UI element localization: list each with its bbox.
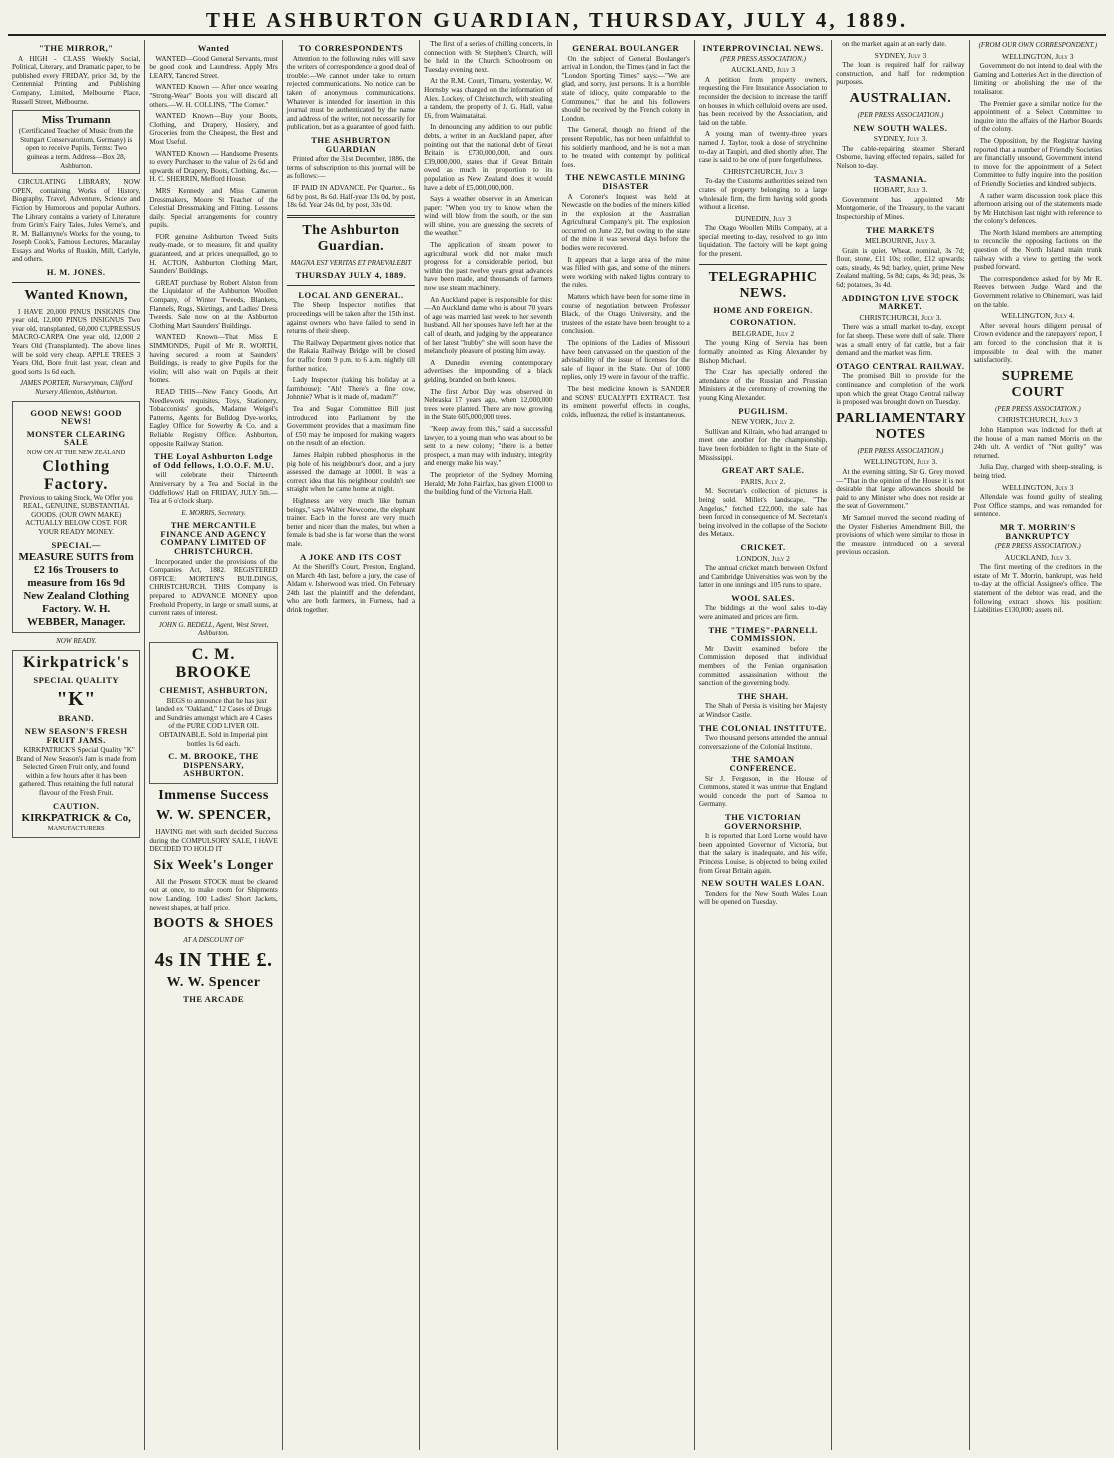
news-paragraph: The first of a series of chilling concerts, in connection with St Stephen's Church, will be held in the Church Schoolroom on Tuesday evening next. [424, 40, 553, 74]
news-paragraph: The application of steam power to agricultural work did not make much progress for a considerable period, but within the past twelve years great advances have been made, and thousands of farmers now use steam machinery. [424, 241, 553, 293]
ad-kirk-title: Kirkpatrick's [23, 653, 130, 671]
telegraphic-heading: TELEGRAPHIC NEWS. [708, 269, 818, 301]
news-paragraph: Sullivan and Kilrain, who had arranged to meet one another for the championship, have been forbidden to fight in the State of Mississippi. [698, 427, 828, 462]
news-paragraph: Matters which have been for some time in course of negotiation between Professor Black, of the Otago University, and the trustees of the estate have been brought to a conclusion. [561, 293, 690, 336]
column-2 [145, 40, 282, 1450]
press-association: (PER PRESS ASSOCIATION.) [720, 54, 806, 63]
news-paragraph: The first meeting of the creditors in the estate of Mr T. Morrin, bankrupt, was held to-day at the official Assignee's office. The statement of the debtor was read, and the following extract shows his position: Liabilities £130,000; assets nil. [973, 563, 1102, 615]
column-6 [695, 40, 832, 1450]
wanted-item: FOR genuine Ashburton Tweed Suits ready-made, or to measure, fit and quality guaranteed, and at prices unequalled, go to H. ACTON, Ashburton Clothing Mart, Saunders' Buildings. [149, 232, 278, 276]
ad-clothing-sub: MONSTER CLEARING SALE [26, 428, 126, 448]
news-paragraph: A Dunedin evening contemporary advertises the impounding of a black gelding, branded on both knees. [424, 358, 553, 384]
news-paragraph: After several hours diligent perusal of Crown evidence and the ratepayers' report, I am forced to the conclusion that it is impossible to deal with the matter satisfactorily. [973, 321, 1102, 365]
news-paragraph: A rather warm discussion took place this afternoon arising out of the statements made by Mr Hutchison last night with reference to the colony's defences. [973, 191, 1102, 226]
news-paragraph: on the market again at an early date. [842, 40, 947, 48]
columns [8, 40, 1106, 1450]
news-paragraph: Highness are very much like human beings," says Walter Newcome, the elephant trainer. Each in the forest are very much better and nicer than the males, but when a female is bad she is far worse than the worst male. [286, 496, 416, 548]
news-paragraph: A Coroner's Inquest was held at Newcastle on the bodies of the miners killed in the explosion at the Australian Agricultural Company's pit. The explosion occurred on June 22, but owing to the state of the mine it was several days before the bodies were recovered. [561, 192, 690, 253]
news-paragraph: Julia Day, charged with sheep-stealing, is being tried. [973, 463, 1102, 480]
news-paragraph: The young King of Servia has been formally anointed as King Alexander by Bishop Michael. [698, 339, 828, 365]
ad-clothing-big: Clothing Factory. [42, 457, 110, 493]
dateline: WELLINGTON, July 3. [863, 457, 938, 467]
wanted-item: WANTED Known—That Miss E SIMMONDS, Pupil of Mr R. WORTH, having secured a room at Saunders' Buildings, is ready to give Pupils for the violin; will also wait on Pupils at their homes. [149, 333, 278, 385]
ad-kirk-sub: SPECIAL QUALITY [33, 674, 120, 685]
wanted-item: READ THIS—New Fancy Goods, Art Needlework requisites, Toys, Stationery, Tobacconists' goods, Madame Weigel's Patterns, Agents for Bulldog Dye-works, Eagley Office for Sowerby & Co. and a Reliable Registry Office. Ashburton, opposite Railway Station. [149, 387, 278, 448]
ad-trumann-title: Miss Trumann [41, 114, 111, 127]
ad-clothing-mid: NOW ON AT THE NEW ZEALAND [27, 448, 126, 456]
divider [699, 264, 827, 265]
ad-kirk-caution: CAUTION. [53, 800, 100, 811]
news-paragraph: Mr Davitt examined before the Commission deposed that individual members of the Fenian organisation committed assassination without the sanction of the governing body. [698, 644, 828, 688]
issue-date: THURSDAY JULY 4, 1889. [295, 270, 407, 281]
news-paragraph: Mr Samuel moved the second reading of the Oyster Fisheries Amendment Bill, the provisions of which were similar to those in the measure introduced on a several previous occasion. [836, 513, 965, 557]
news-paragraph: Government has appointed Mr Montgomerie, of the Treasury, to the vacant Inspectorship of Mines. [836, 195, 965, 221]
tasmania-heading: TASMANIA. [874, 173, 927, 184]
news-paragraph: The General, though no friend of the present Republic, has not been unfaithful to his soldierly manhood, and he is not a man to be treated with contempt by political foes. [561, 126, 690, 169]
guardian-terms-body: Printed after the 31st December, 1886, the terms of subscription to this journal will be as follows:— [286, 155, 416, 181]
news-paragraph: The Sheep Inspector notifies that proceedings will be taken after the 15th inst. against owners who have failed to send in returns of their sheep. [286, 301, 416, 336]
news-paragraph: Tea and Sugar Committee Bill just introduced into Parliament by the Government provides that a maximum fine of £50 may be imposed for making wagers on the result of an election. [286, 405, 416, 448]
ad-library-body: CIRCULATING LIBRARY, NOW OPEN, containing Works of History, Biography, Travel, Adventure, Science and Fiction by Humorous and popular Authors. The Library contains a variety of Literature from Grim's Fairy Tales, Jules Verne's, and R. M. Ballantyne's Works for the young, to Joseph Cook's, Famous Lectures, Macaulay Essays and Works of Ruskin, Mill, Carlyle, and others. [12, 178, 141, 264]
press-association: (PER PRESS ASSOCIATION.) [857, 446, 944, 455]
wanted-item: WANTED Known—Buy your Boots, Clothing, and Drapery, Hosiery, and Groceries from the Cheapest, the Best and Most Useful. [149, 112, 278, 146]
art-sale-heading: GREAT ART SALE. [721, 465, 805, 476]
ad-clothing-headline: GOOD NEWS! GOOD NEWS! [30, 407, 122, 427]
brooke-name: C. M. BROOKE [175, 646, 252, 681]
parnell-heading: THE "TIMES"-PARNELL COMMISSION. [708, 624, 818, 644]
dateline: CHRISTCHURCH, July 3. [859, 312, 942, 322]
dateline: PARIS, July 2. [740, 476, 786, 486]
news-paragraph: The loan is required half for railway construction, and half for redemption purposes. [836, 61, 965, 87]
news-paragraph: Says a weather observer in an American paper: "When you try to know when the wind will blow from the south, or the sun will shine, you are guessing the secrets of the weather." [424, 195, 553, 238]
nsw-heading: NEW SOUTH WALES. [853, 122, 948, 133]
divider [287, 215, 415, 218]
news-paragraph: Sir J. Ferguson, in the House of Commons, stated it was untrue that England would concede the port of Samoa to Germany. [698, 774, 828, 809]
news-paragraph: There was a small market to-day, except for fat sheep. These were dull of sale. There was a small entry of fat cattle, but a fair demand and the market was firm. [836, 323, 965, 358]
ad-clothing-suits: MEASURE SUITS from £2 16s Trousers to measure from 16s 9d [18, 551, 134, 590]
arcade: THE ARCADE [183, 993, 245, 1004]
news-paragraph: On the subject of General Boulanger's arrival in London, the Times (and in fact the "London Sporting Times" says:—"We are glad, and sorry, just persons. It is a horrible state of idiocy, quite comparable to the Communes," that he and his followers should be received by the French colony in London. [561, 54, 690, 123]
joke-heading: A JOKE AND ITS COST [300, 551, 402, 562]
oddfellows-sign: E. MORRIS, Secretary. [181, 508, 246, 517]
ad-kirk-manu: MANUFACTURERS [47, 825, 105, 833]
ad-trumann-body: (Certificated Teacher of Music from the Stuttgart Conservatorium, Germany) is open to receive Pupils. Terms: Two guineas a term. Address—Box 28, Ashburton. [18, 127, 134, 170]
column-5 [558, 40, 695, 1450]
news-paragraph: To-day the Customs authorities seized two crates of property belonging to a large wholesale firm, the firm having sold goods without a license. [698, 177, 828, 212]
news-paragraph: Lady Inspector (taking his holiday at a farmhouse): "Ah! There's a fine cow, Johnnie? What is it made of, madam?" [286, 376, 416, 402]
news-paragraph: "Keep away from this," said a successful lawyer, to a young man who was about to be sent to a new colony; "there is a better prospect, a man may with industry, integrity and energy make his way." [424, 424, 553, 468]
colonial-institute-heading: THE COLONIAL INSTITUTE. [699, 722, 828, 733]
ad-library-sign: H. M. JONES. [46, 267, 106, 278]
news-paragraph: The first Arbor Day was observed in Nebraska 17 years ago, when 12,000,000 trees were planted. There are now growing in the State 605,000,000 trees. [424, 387, 553, 422]
ad-trumann [12, 110, 140, 174]
news-paragraph: Grain is quiet. Wheat, nominal, 3s 7d; flour, stone, £11 10s; roller, £12 upwards; oats, steady, 4s 9d; barley, quiet, prime New Zealand malting, 5s 8d; caps, 4s 3d; peas, 3s 6d; potatoes, 3s 4d. [836, 246, 965, 290]
cricket-heading: CRICKET. [740, 541, 786, 552]
news-paragraph: The promised Bill to provide for the continuance and completion of the work upon which the great Otago Central railway is proposed was brought down on Tuesday. [836, 372, 965, 407]
spencer-name: W. W. SPENCER, [156, 807, 272, 823]
news-paragraph: At the evening sitting, Sir G. Grey moved—"That in the opinion of the House it is not desirable that large allowances should be paid to any Minister who does not reside at the seat of Government." [836, 467, 965, 511]
parliamentary-heading: PARLIAMENTARY NOTES [836, 410, 967, 442]
markets-heading: THE MARKETS [866, 224, 935, 235]
correspondents-heading: TO CORRESPONDENTS [298, 43, 404, 53]
mercantile-title: THE MERCANTILE FINANCE AND AGENCY COMPANY LIMITED OF CHRISTCHURCH. [160, 520, 267, 557]
boots-sub: AT A DISCOUNT OF [183, 936, 244, 945]
ad-mirror-body: A HIGH - CLASS Weekly Social, Political, Literary, and Dramatic paper, to be published every FRIDAY, price 3d, by the Centennial Printing and Publishing Company, Limited, Melbourne Place, Russell Street, Melbourne. [12, 54, 141, 106]
divider [12, 282, 140, 283]
dateline: WELLINGTON, July 4. [1001, 311, 1075, 321]
column-1 [8, 40, 145, 1450]
news-paragraph: The Premier gave a similar notice for the appointment of a Select Committee to inquire into the affairs of the Harbor Boards of the colony. [973, 99, 1102, 134]
press-association: (PER PRESS ASSOCIATION.) [994, 404, 1081, 413]
news-paragraph: The Shah of Persia is visiting her Majesty at Windsor Castle. [698, 702, 828, 719]
news-paragraph: In denouncing any addition to our public debts, a writer in an Auckland paper, after pointing out that the national debt of Great Britain is £730,000,000, and ours £39,000,000, states that if Great Britain owed as much in proportion to its population as New Zealand does it would have a debt of £5,000,000,000. [424, 123, 553, 192]
news-paragraph: At the R.M. Court, Timaru, yesterday, W. Hornsby was charged on the information of Alex. Lockey, of Christchurch, with stealing a tandem, the property of J. G. Hall, value £6, from Waimataitai. [424, 77, 553, 120]
victorian-heading: THE VICTORIAN GOVERNORSHIP. [724, 811, 802, 831]
immense-success: Immense Success [158, 787, 269, 803]
dateline: NEW YORK, July 2. [731, 417, 795, 427]
ad-clothing-special: SPECIAL— [51, 539, 101, 550]
shah-heading: THE SHAH. [737, 690, 789, 701]
column-8 [970, 40, 1106, 1450]
dateline: AUCKLAND, July 3. [1004, 552, 1071, 562]
press-association: (PER PRESS ASSOCIATION.) [857, 110, 944, 119]
ad-brooke [149, 642, 277, 784]
ad-kirkpatrick [12, 650, 140, 838]
dateline: HOBART, July 3. [873, 185, 928, 195]
news-paragraph: A young man of twenty-three years named J. Taylor, took a dose of strychnine to-day at Taupiri, and died shortly after. The case is said to be one of pure forgetfulness. [698, 130, 828, 165]
ad-pinus-title: Wanted Known, [24, 287, 129, 303]
now-ready: NOW READY. [56, 637, 97, 646]
news-paragraph: At the Sheriff's Court, Preston, England, on March 4th last, before a jury, the case of Aldam v. Isherwood was tried. On February 24th last the plaintiff and the defendant, who are both farmers, in Furness, had a drink together. [286, 563, 416, 615]
mercantile-sign: JOHN G. BEDELL, Agent, West Street, Ashburton. [158, 620, 269, 638]
addington-heading: ADDINGTON LIVE STOCK MARKET. [841, 292, 960, 312]
news-paragraph: The Czar has specially ordered the attendance of the Russian and Prussian Ministers at the ceremony of crowning the young King Alexander. [698, 368, 828, 402]
wool-heading: WOOL SALES. [731, 592, 795, 603]
news-paragraph: The Opposition, by the Registrar having reported that a number of Friendly Societies are financially unsound, Government intend to move for the appointment of a Select Committee to fully inquire into the position of Friendly Societies and kindred subjects. [973, 136, 1102, 188]
news-paragraph: The biddings at the wool sales to-day were animated and prices are firm. [698, 604, 828, 622]
column-3 [283, 40, 420, 1450]
local-general-heading: LOCAL AND GENERAL. [298, 289, 404, 300]
boulanger-heading: GENERAL BOULANGER [572, 43, 680, 53]
divider [287, 285, 415, 286]
ad-mirror-title: "THE MIRROR," [38, 43, 114, 53]
dateline: CHRISTCHURCH, July 3 [723, 166, 804, 176]
ad-kirk-brand: BRAND. [58, 713, 94, 724]
home-foreign: HOME AND FOREIGN. [713, 304, 813, 315]
own-correspondent: (FROM OUR OWN CORRESPONDENT.) [978, 41, 1098, 49]
brooke-end: C. M. BROOKE, THE DISPENSARY, ASHBURTON. [168, 751, 259, 779]
spencer-body: HAVING met with such decided Success during the COMPULSORY SALE, I HAVE DECIDED TO HOLD IT [149, 827, 278, 854]
dateline: CHRISTCHURCH, July 3 [997, 415, 1078, 425]
guardian-terms-rates: IF PAID IN ADVANCE. Per Quarter... 6s 6d by post, 8s 6d. Half-year 13s 0d, by post, 18s 6d. Year 24s 0d, by post, 33s 0d. [286, 183, 416, 210]
wanted-heading: Wanted [197, 43, 230, 53]
four-shillings: 4s IN THE £. [154, 948, 273, 971]
news-paragraph: The North Island members are attempting to reconcile the opposing factions on the question of the North Island main trunk railway with a view to getting the work pushed forward. [973, 228, 1102, 272]
motto: MAGNA EST VERITAS ET PRAEVALEBIT [290, 258, 412, 267]
dateline: BELGRADE, July 2 [732, 328, 795, 338]
news-paragraph: Government do not intend to deal with the Gaming and Lotteries Act in the direction of limiting or abolishing the use of the totalisator. [973, 62, 1102, 96]
newcastle-heading: THE NEWCASTLE MINING DISASTER [565, 172, 686, 191]
ad-clothing-factory [12, 401, 140, 634]
news-paragraph: The Railway Department gives notice that the Rakaia Railway Bridge will be closed for traffic from 9 p.m. to 6 a.m. nightly till further notice. [286, 338, 416, 373]
otago-railway-heading: OTAGO CENTRAL RAILWAY. [836, 360, 965, 371]
wanted-item: GREAT purchase by Robert Alston from the Liquidator of the Ashburton Woollen Company, of Winter Tweeds, Blankets, Flannels, Rugs, Skirtings, and Ladies' Dress Tweeds. Sale now on at the Ashburton Clothing Mart Saunders' Buildings. [149, 278, 278, 330]
ad-clothing-body: Previous to taking Stock, We Offer you REAL, GENUINE, SUBSTANTIAL GOODS. (OUR OWN MAKE) ACTUALLY BELOW COST. FOR YOUR READY MONEY. [19, 493, 133, 536]
news-paragraph: The Otago Woollen Mills Company, at a special meeting to-day, resolved to go into liquidation. The factory will be kept going for the present. [698, 224, 828, 259]
brooke-sub: CHEMIST, ASHBURTON, [159, 685, 268, 695]
dateline: MELBOURNE, July 3. [865, 236, 936, 246]
ad-pinus-body: I HAVE 20,000 PINUS INSIGNIS One year old, 12,000 PINUS INSIGNUS Two year old, transplanted, 60,000 CUPRESSUS MACRO-CARPA One year old, 12,000 2 Years Old (Transplanted). The above lines will be sold very cheap. APPLE TREES 3 Years Old, Bore fruit last year, clean and good sorts 1s 6d each. [12, 307, 141, 376]
news-paragraph: James Halpin rubbed phosphorus in the pig hole of his neighbour's door, and a jury assessed the damage at 1000l. It was a correct idea that his neighbour couldn't see straight when he came home at night. [286, 450, 416, 494]
masthead: THE ASHBURTON GUARDIAN, THURSDAY, JULY 4, 1889. [8, 6, 1106, 36]
news-paragraph: The annual cricket match between Oxford and Cambridge Universities was won by the latter in one innings and 105 runs to spare. [698, 564, 828, 590]
news-paragraph: The opinions of the Ladies of Missouri have been canvassed on the question of the advisability of the issue of licenses for the sale of liquor in the State. Out of 1000 replies, only 19 were in favour of the traffic. [561, 339, 690, 382]
ad-pinus-sign: JAMES PORTER, Nurseryman, Clifford Nursery Allenton, Ashburton. [20, 379, 133, 396]
supreme-court-heading: SUPREME COURT [1001, 368, 1074, 400]
correspondents-body: Attention to the following rules will save the writers of correspondence a good deal of trouble:—We cannot under take to return rejected communications. No notice can be taken of anonymous communications. Whatever is intended for insertion in this journal must be authenticated by the name and address of the writer, not necessarily for publication, but as a guarantee of good faith. [286, 54, 416, 132]
news-paragraph: M. Secretan's collection of pictures is being sold. Millet's landscape, "The Angelus," fetched £22,000, the sale has been forced in consequence of M. Secretan's being involved in the collapse of the Societe des Metaux. [698, 487, 828, 539]
coronation-heading: CORONATION. [729, 317, 797, 328]
nsw-loan-heading: NEW SOUTH WALES LOAN. [701, 878, 825, 889]
news-paragraph: An Auckland paper is responsible for this:—An Auckland dame who is about 70 years of age was married last week to her seventh husband. All her spouses have left her at the call of death, and judging by the appearance of her latest "hubby" she will soon have the melancholy pleasure of posting him away. [424, 295, 553, 356]
news-paragraph: John Hampton was indicted for theft at the house of a man named Morris on the 24th ult. A verdict of "Not guilty" was returned. [973, 425, 1102, 460]
news-paragraph: It appears that a large area of the mine was filled with gas, and some of the miners were working with naked lights contrary to the rules. [561, 255, 690, 290]
nameplate: The Ashburton Guardian. [302, 222, 400, 254]
guardian-terms-heading: THE ASHBURTON GUARDIAN [311, 134, 391, 154]
news-paragraph: The proprietor of the Sydney Morning Herald, Mr John Fairfax, has given £1000 to the building fund of the Victoria Hall. [424, 470, 553, 497]
samoan-heading: THE SAMOAN CONFERENCE. [729, 754, 797, 773]
oddfellows-body: will celebrate their Thirteenth Anniversary by a Tea and Social in the Oddfellows' Hall on FRIDAY, JULY 5th.—Tea at 6 o'clock sharp. [149, 471, 278, 506]
brooke-body: BEGS to announce that he has just landed ex "Oakland," 12 Cases of Drugs and Sundries amongst which are 4 Cases of the PURE COD LIVER OIL OBTAINABLE. Sold in Imperial pint bottles 1s 6d each. [154, 696, 273, 748]
column-4 [420, 40, 557, 1450]
morrin-heading: MR T. MORRIN'S BANKRUPTCY [999, 521, 1076, 541]
wanted-item: WANTED Known — Handsome Presents to every Purchaser to the value of 2s 6d and upwards of Drapery, Boots, Clothing, &c.—H. C. SHERRIN, Mefford House. [149, 149, 278, 184]
ad-kirk-k: "K" [56, 688, 96, 711]
mercantile-body: Incorporated under the provisions of the Companies Act, 1882. REGISTERED OFFICE: MORTEN'S BUILDINGS, CHRISTCHURCH. THIS Company is prepared to ADVANCE MONEY upon Freehold Property, in large or small sums, at current rates of interest. [149, 557, 278, 618]
boots-shoes: BOOTS & SHOES [153, 916, 274, 932]
pugilism-heading: PUGILISM. [738, 405, 788, 416]
spencer-body2: All the Present STOCK must be cleared out at once, to make room for Shipments now Landing. 100 Ladies' Short Jackets, newest shapes, at half price. [149, 877, 278, 912]
column-7 [832, 40, 969, 1450]
press-association: (PER PRESS ASSOCIATION.) [994, 542, 1081, 551]
ad-kirk-body: KIRKPATRICK'S Special Quality "K" Brand of New Season's Jam is made from Selected Green Fruit only, and found within a few hours after it has been gathered. Thus retaining the full natural flavour of the Fresh Fruit. [16, 746, 137, 798]
australian-heading: AUSTRALIAN. [849, 90, 952, 106]
wanted-item: WANTED—Good General Servants, must be good cook and Laundress. Apply Mrs LEARY, Tancred Street. [149, 54, 278, 80]
dateline: WELLINGTON, July 3 [1002, 51, 1074, 61]
news-paragraph: Allendale was found guilty of stealing Post Office stamps, and was remanded for sentence. [973, 493, 1102, 519]
dateline: LONDON, July 2 [736, 553, 790, 563]
news-paragraph: The cable-repairing steamer Sherard Osborne, having effected repairs, sailed for Nelson to-day. [836, 144, 965, 170]
spencer-sign: W. W. Spencer [166, 974, 261, 990]
dateline: WELLINGTON, July 3 [1002, 482, 1074, 492]
interprovincial-heading: INTERPROVINCIAL NEWS. [702, 43, 824, 53]
six-weeks: Six Week's Longer [153, 857, 274, 873]
wanted-item: MRS Kennedy and Miss Cameron Dressmakers, Moore St Teacher of the Celestial Dressmaking and Fitting. Lessons daily. Special arrangements for country pupils. [149, 186, 278, 230]
dateline: DUNEDIN, July 3 [734, 213, 792, 223]
dateline: SYDNEY, July 3 [874, 50, 927, 60]
news-paragraph: A petition from property owners, requesting the Fire Insurance Association to reconsider the decision to increase the tariff on houses in which celluloid ovens are used, has been received by the Association, and laid on the table. [698, 75, 828, 127]
news-paragraph: The best medicine known is SANDER and SONS' EUCALYPTI EXTRACT. Test its eminent powerful effects in coughs, colds, influenza, the relief is instantaneous. [561, 384, 690, 419]
dateline: AUCKLAND, July 3 [730, 65, 796, 75]
news-paragraph: The correspondence asked for by Mr R. Reeves between Judge Ward and the Government relative to Ohinemuri, was laid on the table. [973, 274, 1102, 309]
ad-clothing-end: New Zealand Clothing Factory. W. H. WEBBER, Manager. [23, 590, 130, 629]
news-paragraph: Tenders for the New South Wales Loan will be opened on Tuesday. [698, 889, 828, 907]
news-paragraph: It is reported that Lord Lorne would have been appointed Governor of Victoria, but that the salary is inadequate, and his wife, Princess Louise, is objected to being exiled from Great Britain again. [698, 832, 828, 875]
ad-kirk-end: KIRKPATRICK & Co, [21, 812, 131, 825]
wanted-item: WANTED Known — After once wearing "Strong-Wear" Boots you will discard all others.—W. H. COLLINS, "The Corner." [149, 83, 278, 109]
news-paragraph: Two thousand persons attended the annual conversazione of the Colonial Institute. [698, 734, 828, 751]
dateline: SYDNEY, July 3. [873, 134, 928, 144]
ad-kirk-season: NEW SEASON'S FRESH FRUIT JAMS. [24, 725, 128, 745]
oddfellows-title: THE Loyal Ashburton Lodge of Odd fellows, I.O.O.F. M.U. [152, 451, 275, 470]
